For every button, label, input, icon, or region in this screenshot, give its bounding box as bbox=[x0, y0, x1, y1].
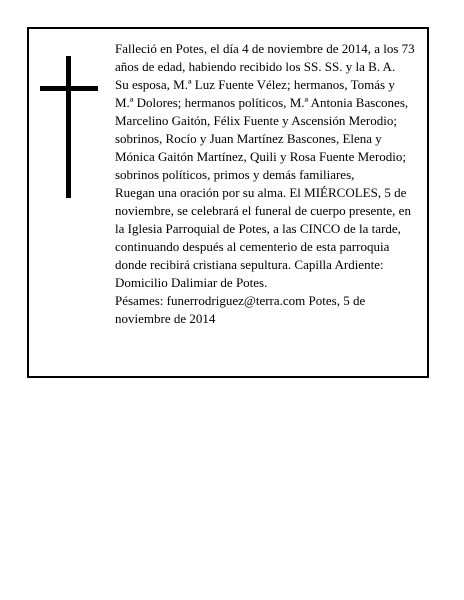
obituary-notice bbox=[27, 27, 429, 378]
cross-vertical-bar bbox=[66, 56, 71, 198]
notice-text bbox=[115, 40, 415, 328]
funeral-details: Ruegan una oración por su alma. El MIÉRCOLES, 5 de noviembre, se celebrará el funeral de cuerpo presente, en la Iglesia Parroquial de Potes, a las CINCO de la tarde, continuando después al cementerio de esta parroquia donde recibirá cristiana sepultura. Capilla Ardiente: Domicilio Dalimiar de Potes. bbox=[115, 185, 411, 290]
cross-icon bbox=[40, 56, 98, 198]
condolences-contact: Pésames: funerrodriguez@terra.com Potes, 5 de noviembre de 2014 bbox=[115, 293, 366, 326]
cross-horizontal-bar bbox=[40, 86, 98, 91]
family-members: Su esposa, M.ª Luz Fuente Vélez; hermanos, Tomás y M.ª Dolores; hermanos políticos, M.ª Antonia Bascones, Marcelino Gaitón, Félix Fuente y Ascensión Merodio; sobrinos, Rocío y Juan Martínez Bascones, Elena y Mónica Gaitón Martínez, Quili y Rosa Fuente Merodio; sobrinos políticos, primos y demás familiares, bbox=[115, 77, 409, 182]
death-announcement: Falleció en Potes, el día 4 de noviembre de 2014, a los 73 años de edad, habiendo recibido los SS. SS. y la B. A. bbox=[115, 41, 415, 74]
